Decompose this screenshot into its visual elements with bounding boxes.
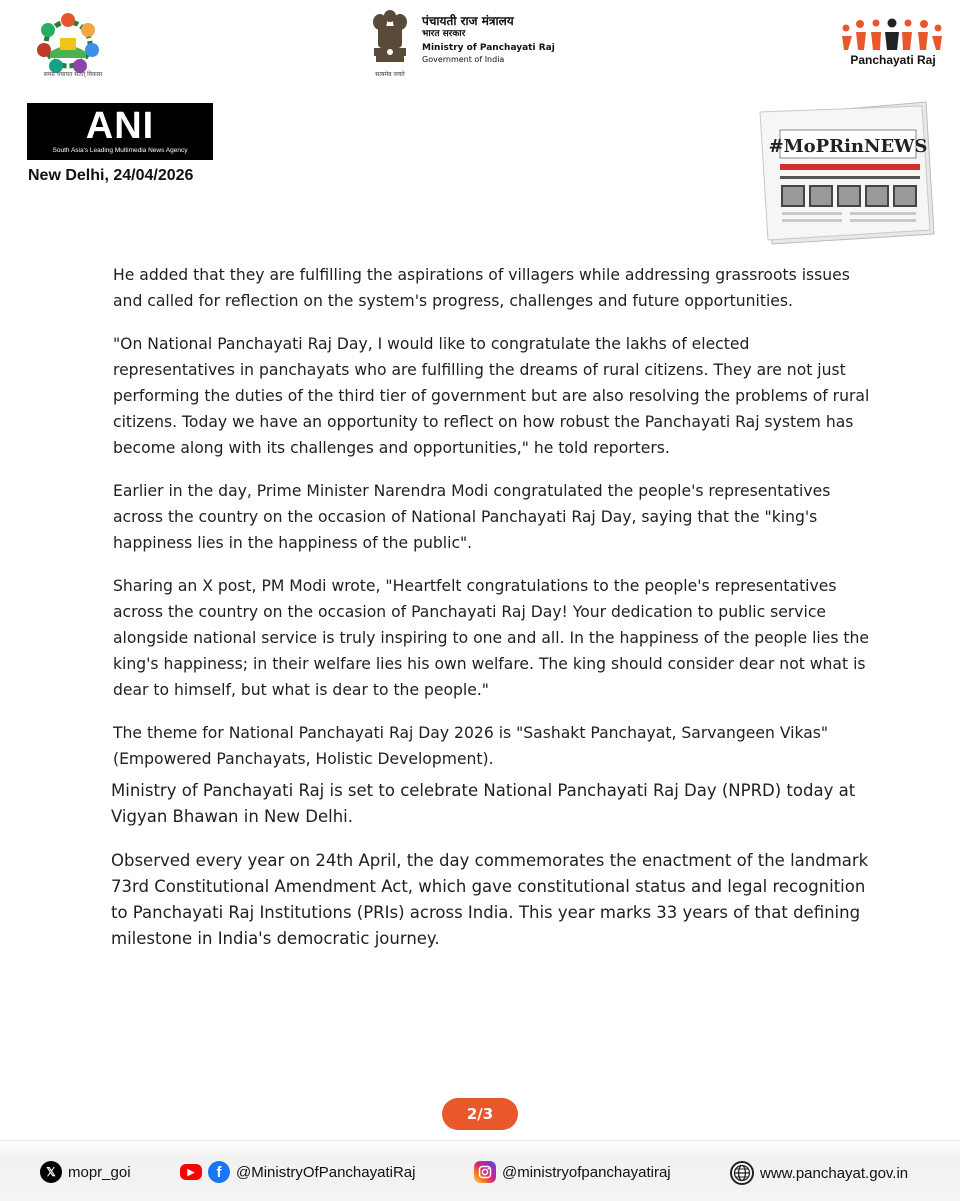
youtube-icon: ▶	[180, 1164, 202, 1180]
x-social-link[interactable]	[40, 1161, 131, 1183]
ani-logo-tagline: South Asia's Leading Multimedia News Agency	[52, 147, 188, 154]
government-hindi-name: भारत सरकार	[422, 29, 466, 39]
article-paragraph: Ministry of Panchayati Raj is set to celebrate National Panchayati Raj Day (NPRD) today at Vigyan Bhawan in New Delhi.	[111, 781, 856, 826]
youtube-facebook-social-link[interactable]	[180, 1161, 415, 1183]
instagram-handle: @ministryofpanchayatiraj	[502, 1163, 671, 1181]
facebook-icon: f	[208, 1161, 230, 1183]
website-url: www.panchayat.gov.in	[760, 1164, 909, 1182]
youtube-facebook-handle: @MinistryOfPanchayatiRaj	[236, 1163, 416, 1181]
ani-logo	[27, 103, 213, 160]
emblem-motto: सत्यमेव जयते	[375, 71, 405, 78]
x-handle: mopr_goi	[68, 1163, 131, 1181]
ministry-hindi-name: पंचायती राज मंत्रालय	[422, 14, 514, 28]
article-paragraph: He added that they are fulfilling the aspirations of villagers while addressing grassroots issues and called for reflection on the system's progress, challenges and future opportunities.	[113, 266, 850, 310]
news-hashtag: #MoPRinNEWS	[768, 136, 928, 157]
social-footer	[0, 1140, 960, 1201]
article-paragraph: Observed every year on 24th April, the day commemorates the enactment of the landmark 73rd Constitutional Amendment Act, which gave constitutional status and legal recognition to Panchayati Raj Institutions (PRIs) across India. This year marks 33 years of that defining milestone in India's democratic journey.	[111, 851, 869, 948]
instagram-icon	[474, 1161, 496, 1183]
panchayati-raj-logo-icon	[840, 18, 944, 54]
x-icon: 𝕏	[40, 1161, 62, 1183]
website-link[interactable]	[730, 1161, 908, 1185]
national-emblem-icon	[368, 8, 412, 74]
article-paragraph: Sharing an X post, PM Modi wrote, "Heartfelt congratulations to the people's representatives across the country on the occasion of Panchayati Raj Day! Your dedication to public service alongside national service is truly inspiring to one and all. In the happiness of the people lies the king's happiness; in their welfare lies his own welfare. The king should consider dear not what is dear to himself, but what is dear to the people."	[113, 577, 870, 699]
ministry-english-name: Ministry of Panchayati Raj	[422, 43, 555, 53]
ani-logo-title: ANI	[85, 105, 155, 147]
left-logo-caption: समग्र पंचायत सतत् विकास	[43, 71, 103, 78]
government-english-name: Government of India	[422, 55, 505, 64]
globe-icon	[730, 1161, 754, 1185]
article-paragraph: Earlier in the day, Prime Minister Narendra Modi congratulated the people's representatives across the country on the occasion of National Panchayati Raj Day, saying that the "king's happiness lies in the happiness of the public".	[113, 482, 831, 552]
page-indicator: 2/3	[442, 1098, 518, 1130]
instagram-social-link[interactable]	[474, 1161, 671, 1183]
article-paragraph: The theme for National Panchayati Raj Day 2026 is "Sashakt Panchayat, Sarvangeen Vikas" (Empowered Panchayats, Holistic Development).	[113, 724, 829, 768]
ministry-title-block	[422, 14, 592, 65]
panchayati-raj-label: Panchayati Raj	[850, 53, 936, 67]
article-paragraph: "On National Panchayati Raj Day, I would like to congratulate the lakhs of elected representatives in panchayats who are fulfilling the dreams of rural citizens. They are not just performing the duties of the third tier of government but are also resolving the problems of rural citizens. Today we have an opportunity to reflect on how robust the Panchayati Raj system has become along with its challenges and opportunities," he told reporters.	[113, 335, 870, 457]
dateline: New Delhi, 24/04/2026	[28, 167, 194, 184]
newspaper-icon	[754, 98, 938, 246]
article-body	[113, 262, 873, 952]
